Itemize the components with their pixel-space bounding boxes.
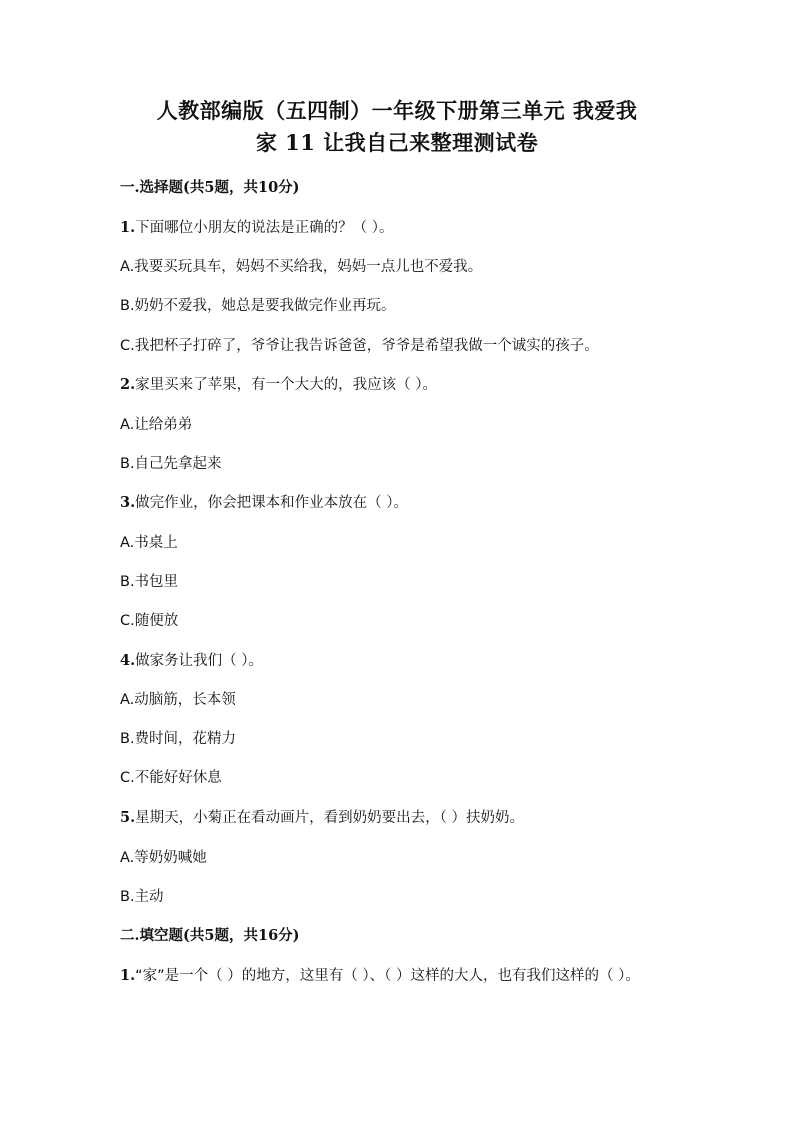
- question-number: 3.: [120, 494, 136, 511]
- question-text: 家里买来了苹果，有一个大大的，我应该（ ）。: [135, 377, 437, 393]
- option-5b: B.主动: [120, 889, 164, 905]
- section-heading-choice: 一.选择题(共5题，共10分): [120, 179, 300, 196]
- question-3: [120, 493, 408, 513]
- question-text: 做完作业，你会把课本和作业本放在（ ）。: [135, 495, 408, 511]
- option-4b: B.费时间，花精力: [120, 731, 237, 747]
- title-line-2: 家 11 让我自己来整理测试卷: [255, 130, 539, 155]
- question-number: 1.: [120, 967, 136, 984]
- option-3b: B.书包里: [120, 574, 179, 590]
- option-1b: B.奶奶不爱我，她总是要我做完作业再玩。: [120, 298, 396, 314]
- option-2a: A.让给弟弟: [120, 417, 193, 433]
- question-4: [120, 651, 263, 671]
- question-number: 5.: [120, 809, 136, 826]
- question-5: [120, 808, 524, 828]
- option-4c: C.不能好好休息: [120, 770, 222, 786]
- option-4a: A.动脑筋，长本领: [120, 692, 236, 708]
- question-text: 做家务让我们（ ）。: [135, 653, 263, 669]
- question-2: [120, 375, 437, 395]
- question-text: 星期天，小菊正在看动画片，看到奶奶要出去，（ ）扶奶奶。: [135, 810, 524, 826]
- question-number: 4.: [120, 652, 136, 669]
- option-5a: A.等奶奶喊她: [120, 850, 207, 866]
- question-number: 2.: [120, 376, 136, 393]
- option-2b: B.自己先拿起来: [120, 456, 222, 472]
- question-text: 下面哪位小朋友的说法是正确的？（ ）。: [135, 220, 394, 236]
- fill-question-1: [120, 962, 680, 990]
- question-text: “家”是一个（ ）的地方，这里有（ ）、（ ）这样的大人，也有我们这样的（ ）。: [135, 968, 640, 984]
- title-line-1: 人教部编版（五四制）一年级下册第三单元 我爱我: [156, 98, 638, 123]
- option-1a: A.我要买玩具车，妈妈不买给我，妈妈一点儿也不爱我。: [120, 259, 483, 275]
- option-3c: C.随便放: [120, 613, 179, 629]
- question-1: [120, 218, 394, 238]
- question-number: 1.: [120, 219, 136, 236]
- option-3a: A.书桌上: [120, 535, 178, 551]
- exam-title: [100, 95, 694, 159]
- section-heading-fill-blank: 二.填空题(共5题，共16分): [120, 927, 300, 944]
- option-1c: C.我把杯子打碎了，爷爷让我告诉爸爸，爷爷是希望我做一个诚实的孩子。: [120, 338, 599, 354]
